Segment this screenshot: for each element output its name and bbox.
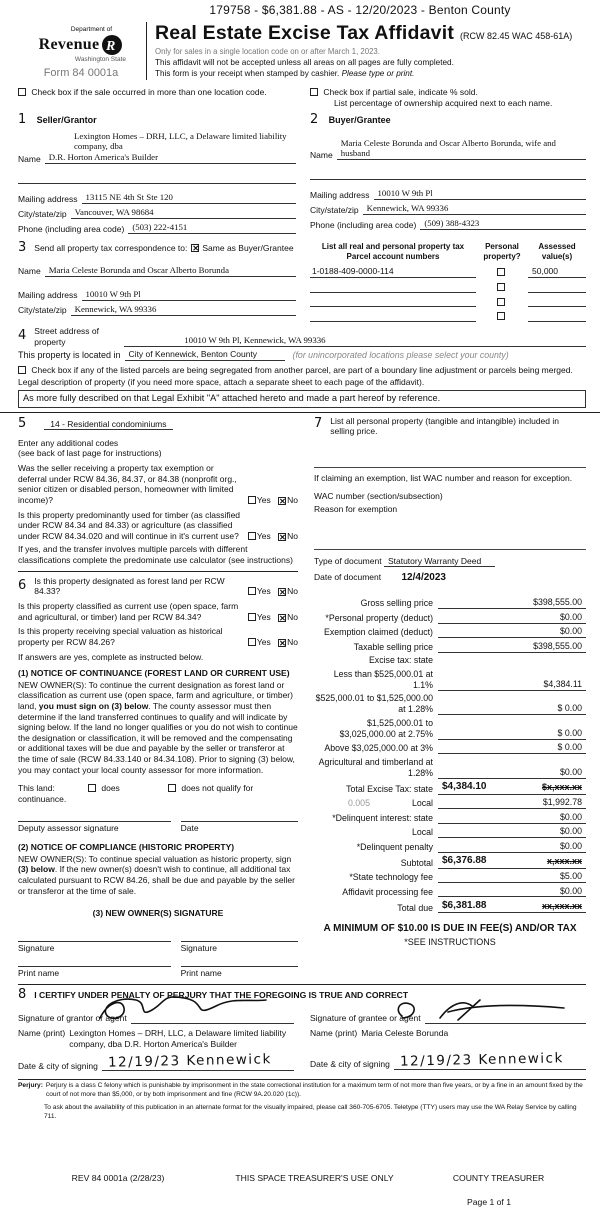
buyer-name-field[interactable]: Maria Celeste Borunda and Oscar Alberto Borunda, wife and husband [337, 138, 586, 161]
header-note-3: This form is your receipt when stamped by cashier. Please type or print. [155, 69, 415, 79]
tax-row-value: $398,555.00 [438, 597, 586, 609]
grantee-name-print-value: Maria Celeste Borunda [361, 1028, 449, 1039]
buyer-mailing-label: Mailing address [310, 189, 370, 200]
wac-number-label: WAC number (section/subsection) [314, 491, 443, 502]
tax-row: *Personal property (deduct) $0.00 [314, 612, 586, 624]
tax-row-value: $1,992.78 [438, 797, 586, 809]
buyer-heading: Buyer/Grantee [328, 115, 391, 126]
tax-row: *Delinquent penalty $0.00 [314, 841, 586, 853]
tax-table [314, 597, 586, 913]
if-yes-note: If answers are yes, complete as instructed below. [18, 652, 204, 663]
question-exemption: Was the seller receiving a property tax exemption or deferral under RCW 84.36, 84.37, or 84.38 (nonprofit org., senior citizen or disabled person, homeowner with limited income)? [18, 463, 237, 505]
tax-row: $525,000.01 to $1,525,000.00 at 1.28% $ 0.00 [314, 693, 586, 715]
same-as-buyer-label: Same as Buyer/Grantee [202, 243, 294, 254]
seller-phone-field[interactable]: (503) 222-4151 [128, 222, 296, 234]
seller-name-line1: Lexington Homes – DRH, LLC, a Delaware limited liability company, dba [74, 130, 287, 152]
partial-sale-checkbox[interactable] [310, 88, 318, 96]
assessed-value-field[interactable]: 50,000 [528, 266, 586, 278]
this-land-label: This land: [18, 783, 55, 794]
corr-city-field[interactable]: Kennewick, WA 99336 [71, 304, 296, 316]
section-8-number: 8 [18, 987, 27, 1003]
question-exemption-answer: Yes ✕No [248, 495, 298, 506]
assessed-value-field[interactable] [528, 312, 586, 322]
personal-property-list-label: List all personal property (tangible and intangible) included in selling price. [330, 415, 559, 437]
grantor-signature-field[interactable] [131, 1014, 294, 1024]
grantor-signature-label: Signature of grantor or agent [18, 1013, 127, 1024]
seller-name-blank-line[interactable] [18, 174, 296, 184]
exemption-claim-label: If claiming an exemption, list WAC number and reason for exception. [314, 472, 573, 483]
page-footer [18, 1079, 586, 1208]
section-2-buyer [310, 112, 586, 234]
section-3-correspondence [18, 240, 310, 322]
svg-text:R: R [106, 39, 116, 55]
tax-row-value [438, 655, 586, 666]
corr-city-label: City/state/zip [18, 304, 67, 315]
corr-name-label: Name [18, 266, 41, 277]
logo-state-text: Washington State [74, 56, 126, 64]
tax-row-value: $6,376.88 x,xxx.xx [438, 855, 586, 869]
tax-row: Total due $6,381.88 xx,xxx.xx [314, 900, 586, 914]
parcel-row [310, 266, 586, 278]
multiple-location-checkbox[interactable] [18, 88, 26, 96]
additional-codes-note: (see back of last page for instructions) [18, 448, 162, 459]
grantee-signature-field[interactable] [425, 1014, 586, 1024]
grantor-date-city-field[interactable]: 12/19/23 Kennewick [102, 1053, 294, 1071]
notice-compliance-title: (2) NOTICE OF COMPLIANCE (HISTORIC PROPERTY) [18, 842, 235, 853]
tax-row-value: $4,384.11 [438, 679, 586, 691]
corr-mailing-label: Mailing address [18, 290, 78, 300]
tax-row-value: $398,555.00 [438, 641, 586, 653]
question-historic: Is this property receiving special valuation as historical property per RCW 84.26? [18, 626, 223, 647]
section-7-tax-column [310, 413, 586, 979]
deputy-assessor-signature-line[interactable]: Deputy assessor signature [18, 821, 171, 834]
parcel-number-field[interactable] [310, 312, 476, 322]
tax-row-value: $0.00 [438, 767, 586, 779]
current-use-yes-checkbox[interactable] [248, 613, 256, 621]
cashier-stamp-line: 179758 - $6,381.88 - AS - 12/20/2023 - Benton County [209, 3, 511, 17]
question-current-use-answer: Yes ✕No [248, 612, 298, 623]
seller-city-label: City/state/zip [18, 208, 67, 219]
segregated-label: Check box if any of the listed parcels are being segregated from another parcel, are part of a boundary line adjustment or parcels being merged. [31, 364, 573, 375]
timber-yes-checkbox[interactable] [248, 532, 256, 540]
parcel-col-header: List all real and personal property tax Parcel account numbers [321, 242, 465, 262]
buyer-city-field[interactable]: Kennewick, WA 99336 [363, 203, 586, 215]
tax-row-value: $0.00 [438, 812, 586, 824]
grantor-name-print-label: Name (print) [18, 1028, 66, 1039]
buyer-phone-label: Phone (including area code) [310, 219, 417, 230]
personal-property-checkbox[interactable] [497, 283, 505, 291]
grantor-signature-block [18, 1003, 310, 1071]
ownership-percentage-note: List percentage of ownership acquired next to each name. [334, 97, 553, 108]
personal-property-checkbox[interactable] [497, 268, 505, 276]
document-type-label: Type of document [314, 555, 382, 566]
section-7-number: 7 [314, 415, 323, 431]
tax-row: *State technology fee $5.00 [314, 871, 586, 883]
parcel-row [310, 297, 586, 308]
correspondence-label: Send all property tax correspondence to: [34, 243, 188, 254]
land-qualify-row [18, 783, 298, 794]
header-divider [146, 22, 147, 80]
assessed-value-field[interactable] [528, 283, 586, 293]
land-does-not-checkbox[interactable] [168, 784, 176, 792]
accessibility-note: To ask about the availability of this publication in an alternate format for the visually impaired, please call 360-705-6705. Teletype (TTY) users may use the WA Relay Service by calling 711. [44, 1104, 577, 1120]
continuance-label: continuance. [18, 793, 67, 804]
tax-row: Above $3,025,000.00 at 3% $ 0.00 [314, 742, 586, 754]
additional-codes-label: Enter any additional codes [18, 437, 119, 448]
street-address-field[interactable]: 10010 W 9th Pl, Kennewick, WA 99336 [124, 335, 586, 347]
grantee-date-city-label: Date & city of signing [310, 1058, 390, 1069]
question-timber: Is this property predominantly used for timber (as classified under RCW 84.34 and 84.33) or agriculture (as classified under RCW 84.34.020 and will continue in it's current use? [18, 509, 241, 541]
document-date-label: Date of document [314, 572, 382, 583]
section-1-seller [18, 112, 310, 234]
tax-row-value: $4,384.10 $x,xxx.xx [438, 781, 586, 795]
street-address-label: Street address of property [34, 325, 100, 347]
page-title: Real Estate Excise Tax Affidavit [155, 22, 455, 44]
seller-mailing-label: Mailing address [18, 193, 78, 204]
partial-sale-label: Check box if partial sale, indicate % sold. [323, 87, 478, 97]
question-current-use: Is this property classified as current use (open space, farm and agricultural, or timber) land per RCW 84.34? [18, 600, 239, 622]
section-6-number: 6 [18, 578, 27, 594]
land-does-checkbox[interactable] [88, 784, 96, 792]
revenue-circle-icon [101, 34, 123, 56]
historic-yes-checkbox[interactable] [248, 638, 256, 646]
tax-row-value: $6,381.88 xx,xxx.xx [438, 900, 586, 914]
tax-row-value: $0.00 [438, 612, 586, 624]
tax-row: *Delinquent interest: state $0.00 [314, 812, 586, 824]
buyer-mailing-field[interactable]: 10010 W 9th Pl [374, 188, 586, 200]
does-not-label: does not qualify for [181, 783, 254, 794]
section-4-property [0, 322, 600, 408]
tax-row-value: $0.00 [438, 886, 586, 898]
tax-row: Less than $525,000.01 at 1.1% $4,384.11 [314, 669, 586, 691]
section-8-certification [18, 984, 586, 1071]
deputy-date-line[interactable]: Date [181, 821, 298, 834]
form-number: Form 84 0001a [43, 67, 119, 80]
new-owner-signature-line-1[interactable]: Signature [18, 941, 171, 954]
multiple-location-label: Check box if the sale occurred in more than one location code. [31, 87, 267, 97]
notice-compliance-body: NEW OWNER(S): To continue special valuation as historic property, sign (3) below. If the new owner(s) doesn't wish to continue, all additional tax calculated pursuant to RCW 84.26, shall be due and payable by the seller or transferor at the time of sale. [18, 853, 295, 896]
forest-no-checkbox[interactable]: ✕ [279, 588, 286, 598]
section-5-number: 5 [18, 415, 27, 431]
timber-no-checkbox[interactable]: ✕ [279, 532, 286, 542]
notice-continuance-body: NEW OWNER(S): To continue the current designation as forest land or classification as current use (open space, farm and agriculture, or timber) land, you must sign on (3) below. The county assessor must then determine if the land transferred continues to qualify and will indicate by signing below. If the land no longer qualifies or you do not wish to continue the designation or classification, it will be removed and the compensating or additional taxes will be due and payable by the seller or transferor at the time of sale (RCW 84.33.140 or 84.34.108). Prior to signing (3) below, you may contact your local county assessor for more information. [18, 679, 298, 775]
seller-name-field[interactable]: D.R. Horton America's Builder [45, 152, 296, 164]
logo-dept-text: Department of [70, 26, 112, 33]
personal-property-col-header: Personal property? [483, 242, 521, 262]
tax-row-value: $ 0.00 [438, 703, 586, 715]
current-use-no-checkbox[interactable]: ✕ [279, 613, 286, 623]
struck-out-value: $x,xxx.xx [541, 782, 582, 793]
section-1-number: 1 [18, 112, 27, 128]
logo-revenue-text: Revenue [38, 36, 100, 54]
tax-row: 0.005 Local $1,992.78 [314, 797, 586, 809]
parcel-row [310, 311, 586, 322]
header-note-1: Only for sales in a single location code on or after March 1, 2023. [155, 47, 380, 57]
buyer-phone-field[interactable]: (509) 388-4323 [420, 218, 586, 230]
tax-row-value: $0.00 [438, 626, 586, 638]
legal-description-label: Legal description of property (if you need more space, attach a separate sheet to each page of the affidavit). [18, 377, 425, 388]
personal-property-checkbox[interactable] [497, 298, 505, 306]
grantor-date-city-label: Date & city of signing [18, 1060, 98, 1071]
treasurer-use-label: THIS SPACE TREASURER'S USE ONLY [235, 1172, 394, 1183]
page-number: Page 1 of 1 [467, 1197, 511, 1208]
new-owner-signature-line-2[interactable]: Signature [181, 941, 298, 954]
corr-mailing-field[interactable]: 10010 W 9th Pl [82, 289, 296, 301]
tax-row: Taxable selling price $398,555.00 [314, 641, 586, 653]
notice-continuance-title: (1) NOTICE OF CONTINUANCE (FOREST LAND OR CURRENT USE) [18, 668, 290, 679]
tax-row: Total Excise Tax: state $4,384.10 $x,xxx.xx [314, 781, 586, 795]
tax-row-value: $0.00 [438, 826, 586, 838]
parcel-row [310, 282, 586, 293]
legal-description-field[interactable]: As more fully described on that Legal Exhibit "A" attached hereto and made a part hereof by reference. [18, 390, 586, 408]
form-header [0, 18, 600, 81]
tax-row: Agricultural and timberland at 1.28% $0.00 [314, 757, 586, 779]
grantee-signature-block [310, 1003, 586, 1071]
tax-row: Exemption claimed (deduct) $0.00 [314, 626, 586, 638]
seller-mailing-field[interactable]: 13115 NE 4th St Ste 120 [82, 192, 296, 204]
struck-out-value: xx,xxx.xx [541, 901, 582, 912]
tax-row: Excise tax: state [314, 655, 586, 666]
seller-phone-label: Phone (including area code) [18, 223, 125, 234]
exemption-yes-checkbox[interactable] [248, 496, 256, 504]
grantor-name-print-value: Lexington Homes – DRH, LLC, a Delaware limited liability company, dba D.R. Horton America's Builder [69, 1028, 287, 1049]
header-note-2: This affidavit will not be accepted unless all areas on all pages are fully completed. [155, 58, 454, 68]
exemption-no-checkbox[interactable]: ✕ [279, 496, 286, 506]
tax-row: Subtotal $6,376.88 x,xxx.xx [314, 855, 586, 869]
assessed-value-col-header: Assessed value(s) [538, 242, 576, 262]
located-in-label: This property is located in [18, 349, 121, 360]
top-checkbox-row [0, 81, 600, 108]
does-label: does [101, 783, 120, 794]
parcel-number-field[interactable]: 1-0188-409-0000-114 [310, 266, 476, 278]
parcel-number-field[interactable] [310, 283, 476, 293]
perjury-text: Perjury is a class C felony which is punishable by imprisonment in the state correctional institution for a maximum term of not more than five years, or by a fine in an amount fixed by the court of not more than $5,000, or by both imprisonment and fine (RCW 9A.20.020 (1c)). [45, 1082, 583, 1098]
exemption-reason-label: Reason for exemption [314, 504, 398, 515]
buyer-name-label: Name [310, 149, 333, 160]
located-in-note: (for unincorporated locations please select your county) [292, 349, 509, 360]
section-5-6-column [18, 413, 310, 979]
predominate-use-note: If yes, and the transfer involves multiple parcels with different classifications complete the predominate use calculator (see instructions) [18, 544, 293, 566]
new-owner-signature-title: (3) NEW OWNER(S) SIGNATURE [92, 908, 224, 919]
parcel-number-field[interactable] [310, 297, 476, 307]
seller-city-field[interactable]: Vancouver, WA 98684 [71, 207, 296, 219]
buyer-city-label: City/state/zip [310, 204, 359, 215]
grantee-name-print-label: Name (print) [310, 1028, 358, 1039]
historic-no-checkbox[interactable]: ✕ [279, 638, 286, 648]
section-3-number: 3 [18, 240, 27, 256]
segregated-checkbox[interactable] [18, 366, 26, 374]
minimum-fee-note: A MINIMUM OF $10.00 IS DUE IN FEE(S) AND/OR TAX *SEE INSTRUCTIONS [323, 923, 577, 947]
certification-statement: I CERTIFY UNDER PENALTY OF PERJURY THAT THE FOREGOING IS TRUE AND CORRECT [34, 990, 409, 1001]
question-forest-answer: Yes ✕No [248, 586, 298, 597]
new-owner-print-line-2[interactable]: Print name [181, 966, 298, 979]
county-treasurer-label: COUNTY TREASURER [452, 1172, 545, 1183]
question-historic-answer: Yes ✕No [248, 637, 298, 648]
rcw-reference: (RCW 82.45 WAC 458-61A) [460, 31, 573, 41]
section-2-number: 2 [310, 112, 319, 128]
tax-row: Gross selling price $398,555.00 [314, 597, 586, 609]
struck-out-value: x,xxx.xx [546, 856, 582, 867]
land-use-code-field[interactable]: 14 - Residential condominiums [44, 419, 172, 431]
personal-property-checkbox[interactable] [497, 312, 505, 320]
perjury-label: Perjury: [18, 1082, 43, 1090]
forest-yes-checkbox[interactable] [248, 587, 256, 595]
grantee-signature-label: Signature of grantee or agent [310, 1013, 421, 1024]
document-date-field[interactable]: 12/4/2023 [401, 572, 446, 584]
tax-row: $1,525,000.01 to $3,025,000.00 at 2.75% $ 0.00 [314, 718, 586, 740]
tax-row: Affidavit processing fee $0.00 [314, 886, 586, 898]
seller-heading: Seller/Grantor [36, 115, 97, 126]
corr-name-field[interactable]: Maria Celeste Borunda and Oscar Alberto Borunda [45, 265, 296, 277]
seller-name-label: Name [18, 153, 41, 164]
rev-form-id: REV 84 0001a (2/28/23) [71, 1172, 165, 1183]
question-forest-land: Is this property designated as forest land per RCW 84.33? [34, 575, 225, 597]
question-timber-answer: Yes ✕No [248, 531, 298, 542]
assessed-value-field[interactable] [528, 297, 586, 307]
tax-row-value: $ 0.00 [438, 742, 586, 754]
tax-row-value: $5.00 [438, 871, 586, 883]
tax-row-value: $0.00 [438, 841, 586, 853]
tax-row: Local $0.00 [314, 826, 586, 838]
parcel-table [310, 240, 586, 322]
tax-row-value: $ 0.00 [438, 728, 586, 740]
section-4-number: 4 [18, 328, 27, 344]
same-as-buyer-checkbox[interactable]: ✕ [192, 244, 200, 254]
located-in-field[interactable]: City of Kennewick, Benton County [125, 349, 285, 361]
buyer-name-blank-line[interactable] [310, 170, 586, 180]
document-type-field[interactable]: Statutory Warranty Deed [384, 556, 495, 567]
dor-logo [22, 20, 140, 81]
new-owner-print-line-1[interactable]: Print name [18, 966, 171, 979]
grantee-date-city-field[interactable]: 12/19/23 Kennewick [394, 1052, 586, 1070]
